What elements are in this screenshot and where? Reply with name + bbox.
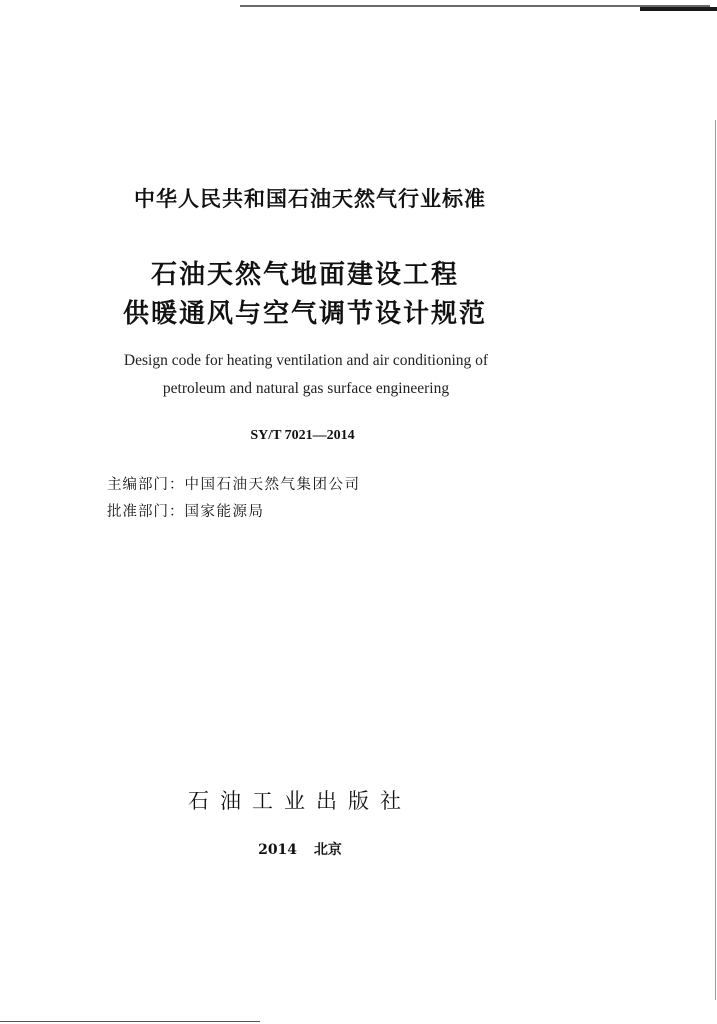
publication-line	[0, 839, 600, 859]
standard-code: SY/T 7021—2014	[250, 428, 355, 443]
editor-department	[107, 473, 361, 494]
department-label: 主编部门：	[107, 477, 185, 493]
standard-category: 中华人民共和国石油天然气行业标准	[134, 187, 486, 211]
scan-artifact-bottom	[0, 1021, 260, 1022]
department-value: 中国石油天然气集团公司	[184, 477, 361, 493]
publication-year: 2014	[258, 842, 298, 858]
scan-artifact-edge	[715, 120, 716, 1000]
publication-city: 北京	[313, 842, 342, 858]
department-value: 国家能源局	[184, 504, 265, 520]
approval-department	[107, 500, 265, 521]
title-zh-line-2: 供暖通风与空气调节设计规范	[122, 299, 487, 329]
scan-artifact-corner	[640, 7, 717, 11]
title-en-line-2: petroleum and natural gas surface engineering	[162, 380, 450, 397]
title-zh-line-1: 石油天然气地面建设工程	[150, 260, 459, 290]
title-en-line-1: Design code for heating ventilation and air conditioning of	[123, 352, 489, 369]
publisher: 石油工业出版社	[188, 789, 412, 813]
department-label: 批准部门：	[107, 504, 185, 520]
